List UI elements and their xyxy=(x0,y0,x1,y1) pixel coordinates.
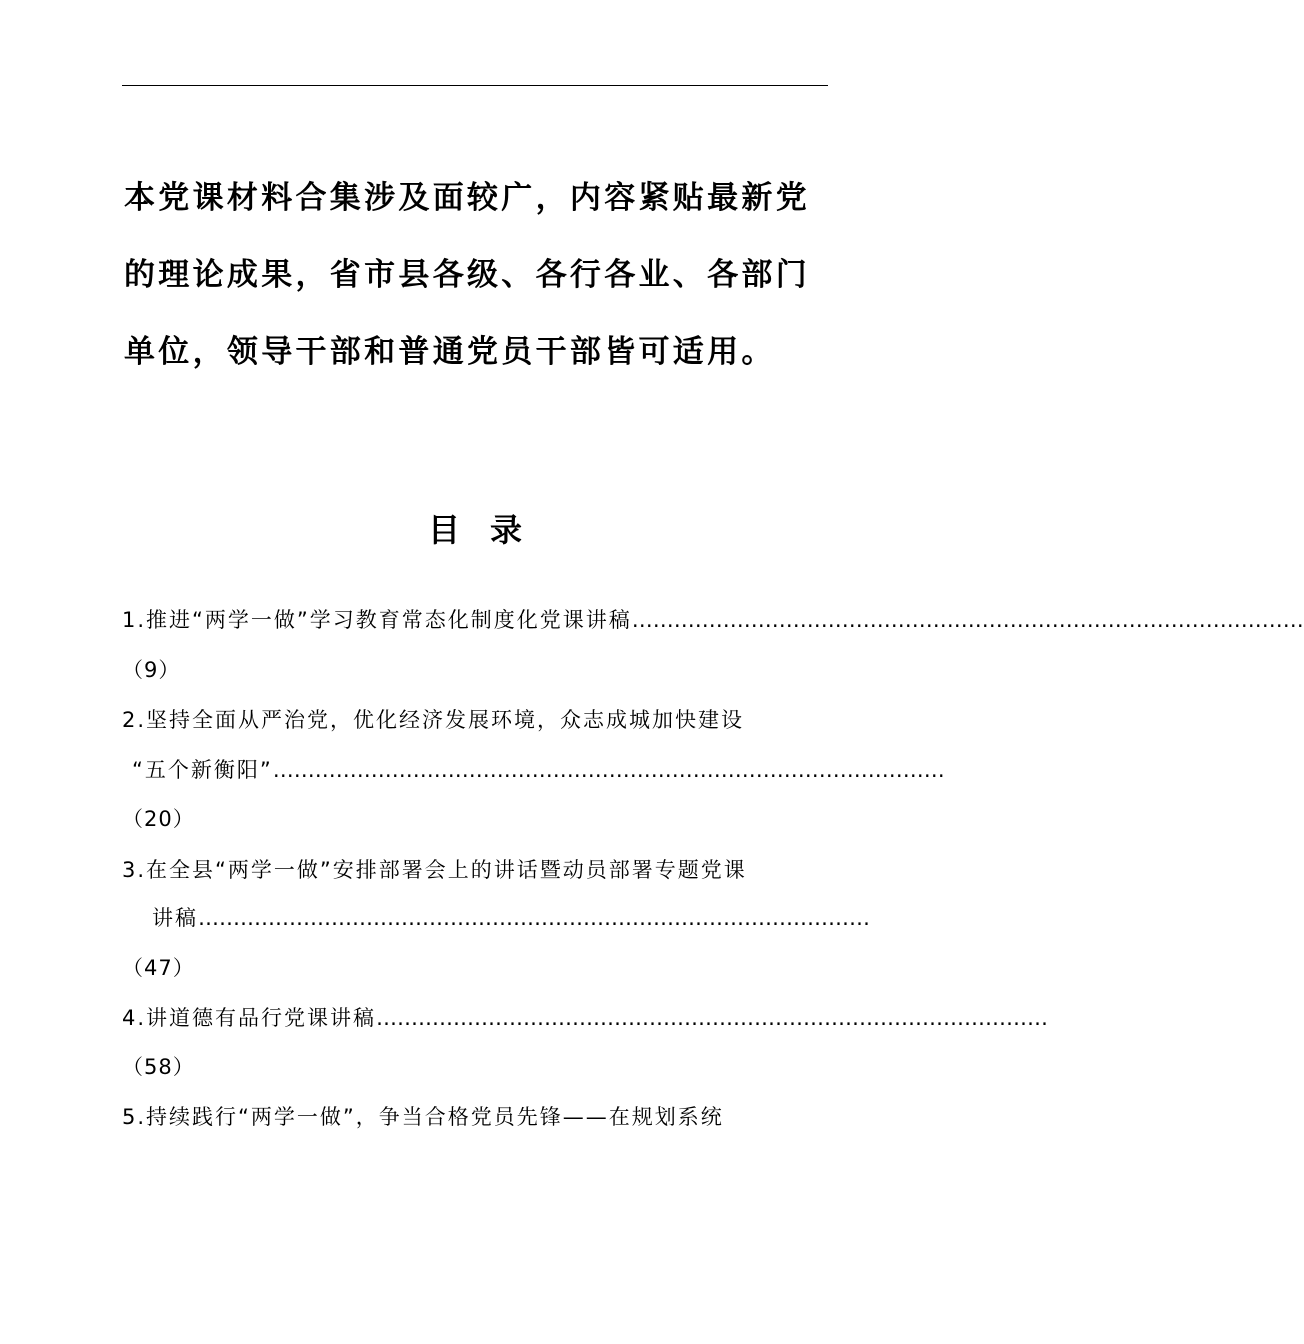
toc-entry-4-page: （58） xyxy=(122,1055,195,1079)
toc-entry-2-title[interactable]: 2.坚持全面从严治党，优化经济发展环境，众志成城加快建设 xyxy=(122,708,745,732)
toc-entry-3-cont[interactable] xyxy=(122,898,870,938)
toc-entry-3-page: （47） xyxy=(122,956,195,980)
toc-entry-3-title[interactable]: 3.在全县“两学一做”安排部署会上的讲话暨动员部署专题党课 xyxy=(122,858,747,882)
leader-dots: …………………………………………………………………………………… xyxy=(376,1006,1049,1030)
toc-entry-5-title[interactable]: 5.持续践行“两学一做”，争当合格党员先锋——在规划系统 xyxy=(122,1105,724,1129)
intro-paragraph: 本党课材料合集涉及面较广，内容紧贴最新党的理论成果，省市县各级、各行各业、各部门单位，领导干部和普通党员干部皆可适用。 xyxy=(124,180,810,370)
leader-dots: …………………………………………………………………………………… xyxy=(198,906,870,930)
toc-entry-2-page: （20） xyxy=(122,807,195,831)
toc-entry-1-title: 1.推进“两学一做”学习教育常态化制度化党课讲稿 xyxy=(122,608,632,632)
leader-dots: …………………………………………………………………………………… xyxy=(631,608,1304,632)
header-rule xyxy=(122,85,828,86)
toc-entry-1[interactable] xyxy=(122,600,1304,640)
toc-entry-4[interactable] xyxy=(122,998,1049,1038)
toc-title: 目录 xyxy=(427,511,552,549)
toc-entry-2-title-cont: “五个新衡阳” xyxy=(132,758,273,782)
toc-entry-1-page: （9） xyxy=(122,658,181,682)
leader-dots: …………………………………………………………………………………… xyxy=(272,758,945,782)
toc-entry-2-cont[interactable] xyxy=(122,750,945,790)
toc-entry-3-title-cont: 讲稿 xyxy=(152,906,198,930)
toc-entry-4-title: 4.讲道德有品行党课讲稿 xyxy=(122,1006,377,1030)
